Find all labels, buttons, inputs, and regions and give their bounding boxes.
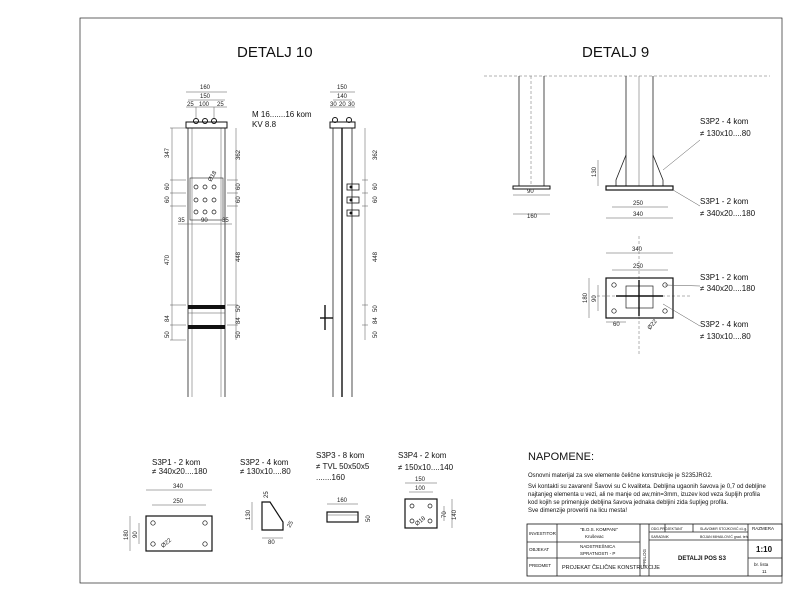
part-s3p1	[124, 458, 212, 551]
svg-text:50: 50	[373, 331, 379, 338]
bolt-note-grade: KV 8.8	[252, 120, 277, 129]
tb-investitor-value: "B.O.S. KOMPANI"	[580, 527, 619, 532]
svg-text:60: 60	[373, 183, 379, 190]
svg-text:25: 25	[217, 102, 224, 108]
detalj9-label-s3p2-plan-sub: ≠ 130x10....80	[700, 332, 751, 341]
svg-text:448: 448	[373, 251, 379, 262]
note-line: najtanjeg elementa u vezi, ali ne manje od aw,min=3mm, izuzev kod veza šupljih profila	[528, 492, 760, 498]
svg-text:340: 340	[173, 484, 184, 490]
notes-block	[528, 451, 766, 514]
svg-text:100: 100	[415, 486, 426, 492]
part-s3p4-sub: ≠ 150x10....140	[398, 463, 454, 472]
svg-text:250: 250	[173, 499, 184, 505]
part-s3p3-title: S3P3 - 8 kom	[316, 451, 365, 460]
tb-prilog-label: PRILOG	[642, 548, 647, 566]
heading-detalj-10: DETALJ 10	[237, 44, 313, 61]
svg-text:Ø18: Ø18	[414, 515, 427, 528]
detalj10-front-view	[165, 85, 242, 397]
svg-text:84: 84	[236, 317, 242, 324]
part-s3p3	[316, 451, 372, 522]
tb-broj-value: 11	[762, 569, 767, 574]
tb-razmera-value: 1:10	[756, 545, 773, 554]
svg-text:50: 50	[366, 515, 372, 522]
svg-text:50: 50	[165, 331, 171, 338]
svg-text:160: 160	[527, 214, 538, 220]
part-s3p2-sub: ≠ 130x10....80	[240, 467, 291, 476]
part-s3p1-sub: ≠ 340x20....180	[152, 467, 208, 476]
part-s3p3-sub: ≠ TVL 50x50x5	[316, 462, 370, 471]
note-line: Osnovni materijal za sve elemente čelične konstrukcije je S235JRG2.	[528, 473, 713, 479]
svg-text:84: 84	[373, 317, 379, 324]
svg-text:Ø18: Ø18	[207, 170, 219, 183]
svg-text:100: 100	[199, 102, 210, 108]
svg-text:362: 362	[236, 149, 242, 160]
tb-objekat-value-1: NADSTREŠNICA	[580, 544, 616, 549]
title-block	[527, 524, 782, 576]
notes-title: NAPOMENE:	[528, 451, 595, 463]
part-s3p4-title: S3P4 - 2 kom	[398, 451, 447, 460]
svg-text:362: 362	[373, 149, 379, 160]
part-s3p3-sub2: .......160	[316, 473, 345, 482]
tb-investitor-city: Kruševac	[585, 534, 604, 539]
svg-text:20: 20	[339, 102, 346, 108]
svg-text:35: 35	[222, 218, 229, 224]
svg-text:90: 90	[592, 295, 598, 302]
bolt-note-quantity: M 16.......16 kom	[252, 110, 312, 119]
detalj9-label-s3p1-top-sub: ≠ 340x20....180	[700, 209, 756, 218]
detalj9-label-s3p1-top: S3P1 - 2 kom	[700, 197, 749, 206]
svg-text:340: 340	[633, 212, 644, 218]
svg-text:60: 60	[165, 196, 171, 203]
detalj9-label-s3p2-top: S3P2 - 4 kom	[700, 117, 749, 126]
svg-text:84: 84	[165, 315, 171, 322]
svg-text:130: 130	[246, 509, 252, 520]
svg-text:250: 250	[633, 264, 644, 270]
svg-text:50: 50	[236, 331, 242, 338]
svg-text:90: 90	[527, 189, 534, 195]
note-line: Sve dimenzije proveriti na licu mesta!	[528, 508, 628, 514]
svg-text:140: 140	[337, 94, 348, 100]
svg-text:150: 150	[337, 85, 348, 91]
part-s3p2-title: S3P2 - 4 kom	[240, 458, 289, 467]
svg-text:Ø22: Ø22	[160, 537, 173, 550]
svg-text:60: 60	[165, 183, 171, 190]
svg-text:160: 160	[200, 85, 211, 91]
detalj9-label-s3p2-top-sub: ≠ 130x10....80	[700, 129, 751, 138]
detalj10-side-view	[320, 85, 379, 397]
svg-text:25: 25	[286, 520, 296, 529]
tb-predmet-label: PREDMET	[529, 563, 552, 568]
svg-text:90: 90	[201, 218, 208, 224]
detalj9-label-s3p1-plan-sub: ≠ 340x20....180	[700, 284, 756, 293]
heading-detalj-9: DETALJ 9	[582, 44, 650, 61]
svg-text:470: 470	[165, 254, 171, 265]
svg-text:90: 90	[133, 531, 139, 538]
svg-text:25: 25	[187, 102, 194, 108]
note-line: Svi kontakti su zavareni! Šavovi su C kvaliteta. Debljina ugaonih šavova je 0,7 od debljine	[528, 484, 766, 490]
tb-investitor-label: INVESTITOR	[529, 531, 556, 536]
svg-text:180: 180	[124, 529, 130, 540]
tb-saradnik-value: BOJAN MIHAILOVIĆ grad. teh.	[700, 535, 749, 539]
svg-text:50: 50	[373, 305, 379, 312]
svg-text:70: 70	[442, 511, 448, 518]
detalj9-label-s3p2-plan: S3P2 - 4 kom	[700, 320, 749, 329]
tb-predmet-value: PROJEKAT ČELIČNE KONSTRUKCIJE	[562, 565, 660, 571]
tb-saradnik-label: SARADNIK	[651, 535, 669, 539]
sheet-border	[80, 18, 782, 583]
svg-text:150: 150	[415, 477, 426, 483]
tb-odgovorni-label: ODG.PROJEKTANT	[651, 527, 683, 531]
svg-text:Ø22: Ø22	[646, 318, 659, 332]
part-s3p2	[240, 458, 295, 546]
svg-text:25: 25	[264, 491, 270, 498]
svg-text:60: 60	[236, 183, 242, 190]
svg-text:30: 30	[330, 102, 337, 108]
detalj9-plan	[583, 236, 700, 354]
svg-text:140: 140	[452, 509, 458, 520]
svg-text:150: 150	[200, 94, 211, 100]
tb-drawing-title: DETALJI POS S3	[678, 556, 726, 562]
detalj9-label-s3p1-plan: S3P1 - 2 kom	[700, 273, 749, 282]
tb-razmera-label: RAZMERA	[752, 526, 775, 531]
tb-odgovorni-value: SLAVOMIR STOJKOVIĆ d.i.g.	[700, 527, 748, 531]
tb-objekat-value-2: SPRATNOSTI - P	[580, 551, 616, 556]
svg-text:347: 347	[165, 147, 171, 158]
svg-text:80: 80	[268, 540, 275, 546]
svg-text:50: 50	[236, 305, 242, 312]
svg-text:448: 448	[236, 251, 242, 262]
svg-text:60: 60	[613, 322, 620, 328]
svg-text:60: 60	[236, 196, 242, 203]
svg-text:60: 60	[373, 196, 379, 203]
svg-text:30: 30	[348, 102, 355, 108]
tb-objekat-label: OBJEKAT	[529, 547, 550, 552]
svg-text:180: 180	[583, 292, 589, 303]
note-line: kod kojih se primenjuje debljina šavova jednaka debljini zida šupljeg profila.	[528, 500, 729, 506]
svg-text:35: 35	[178, 218, 185, 224]
tb-broj-label: br. lista	[754, 562, 769, 567]
part-s3p1-title: S3P1 - 2 kom	[152, 458, 201, 467]
svg-text:130: 130	[592, 166, 598, 177]
part-s3p4	[398, 451, 458, 528]
svg-text:250: 250	[633, 201, 644, 207]
svg-text:340: 340	[632, 247, 643, 253]
svg-text:160: 160	[337, 498, 348, 504]
